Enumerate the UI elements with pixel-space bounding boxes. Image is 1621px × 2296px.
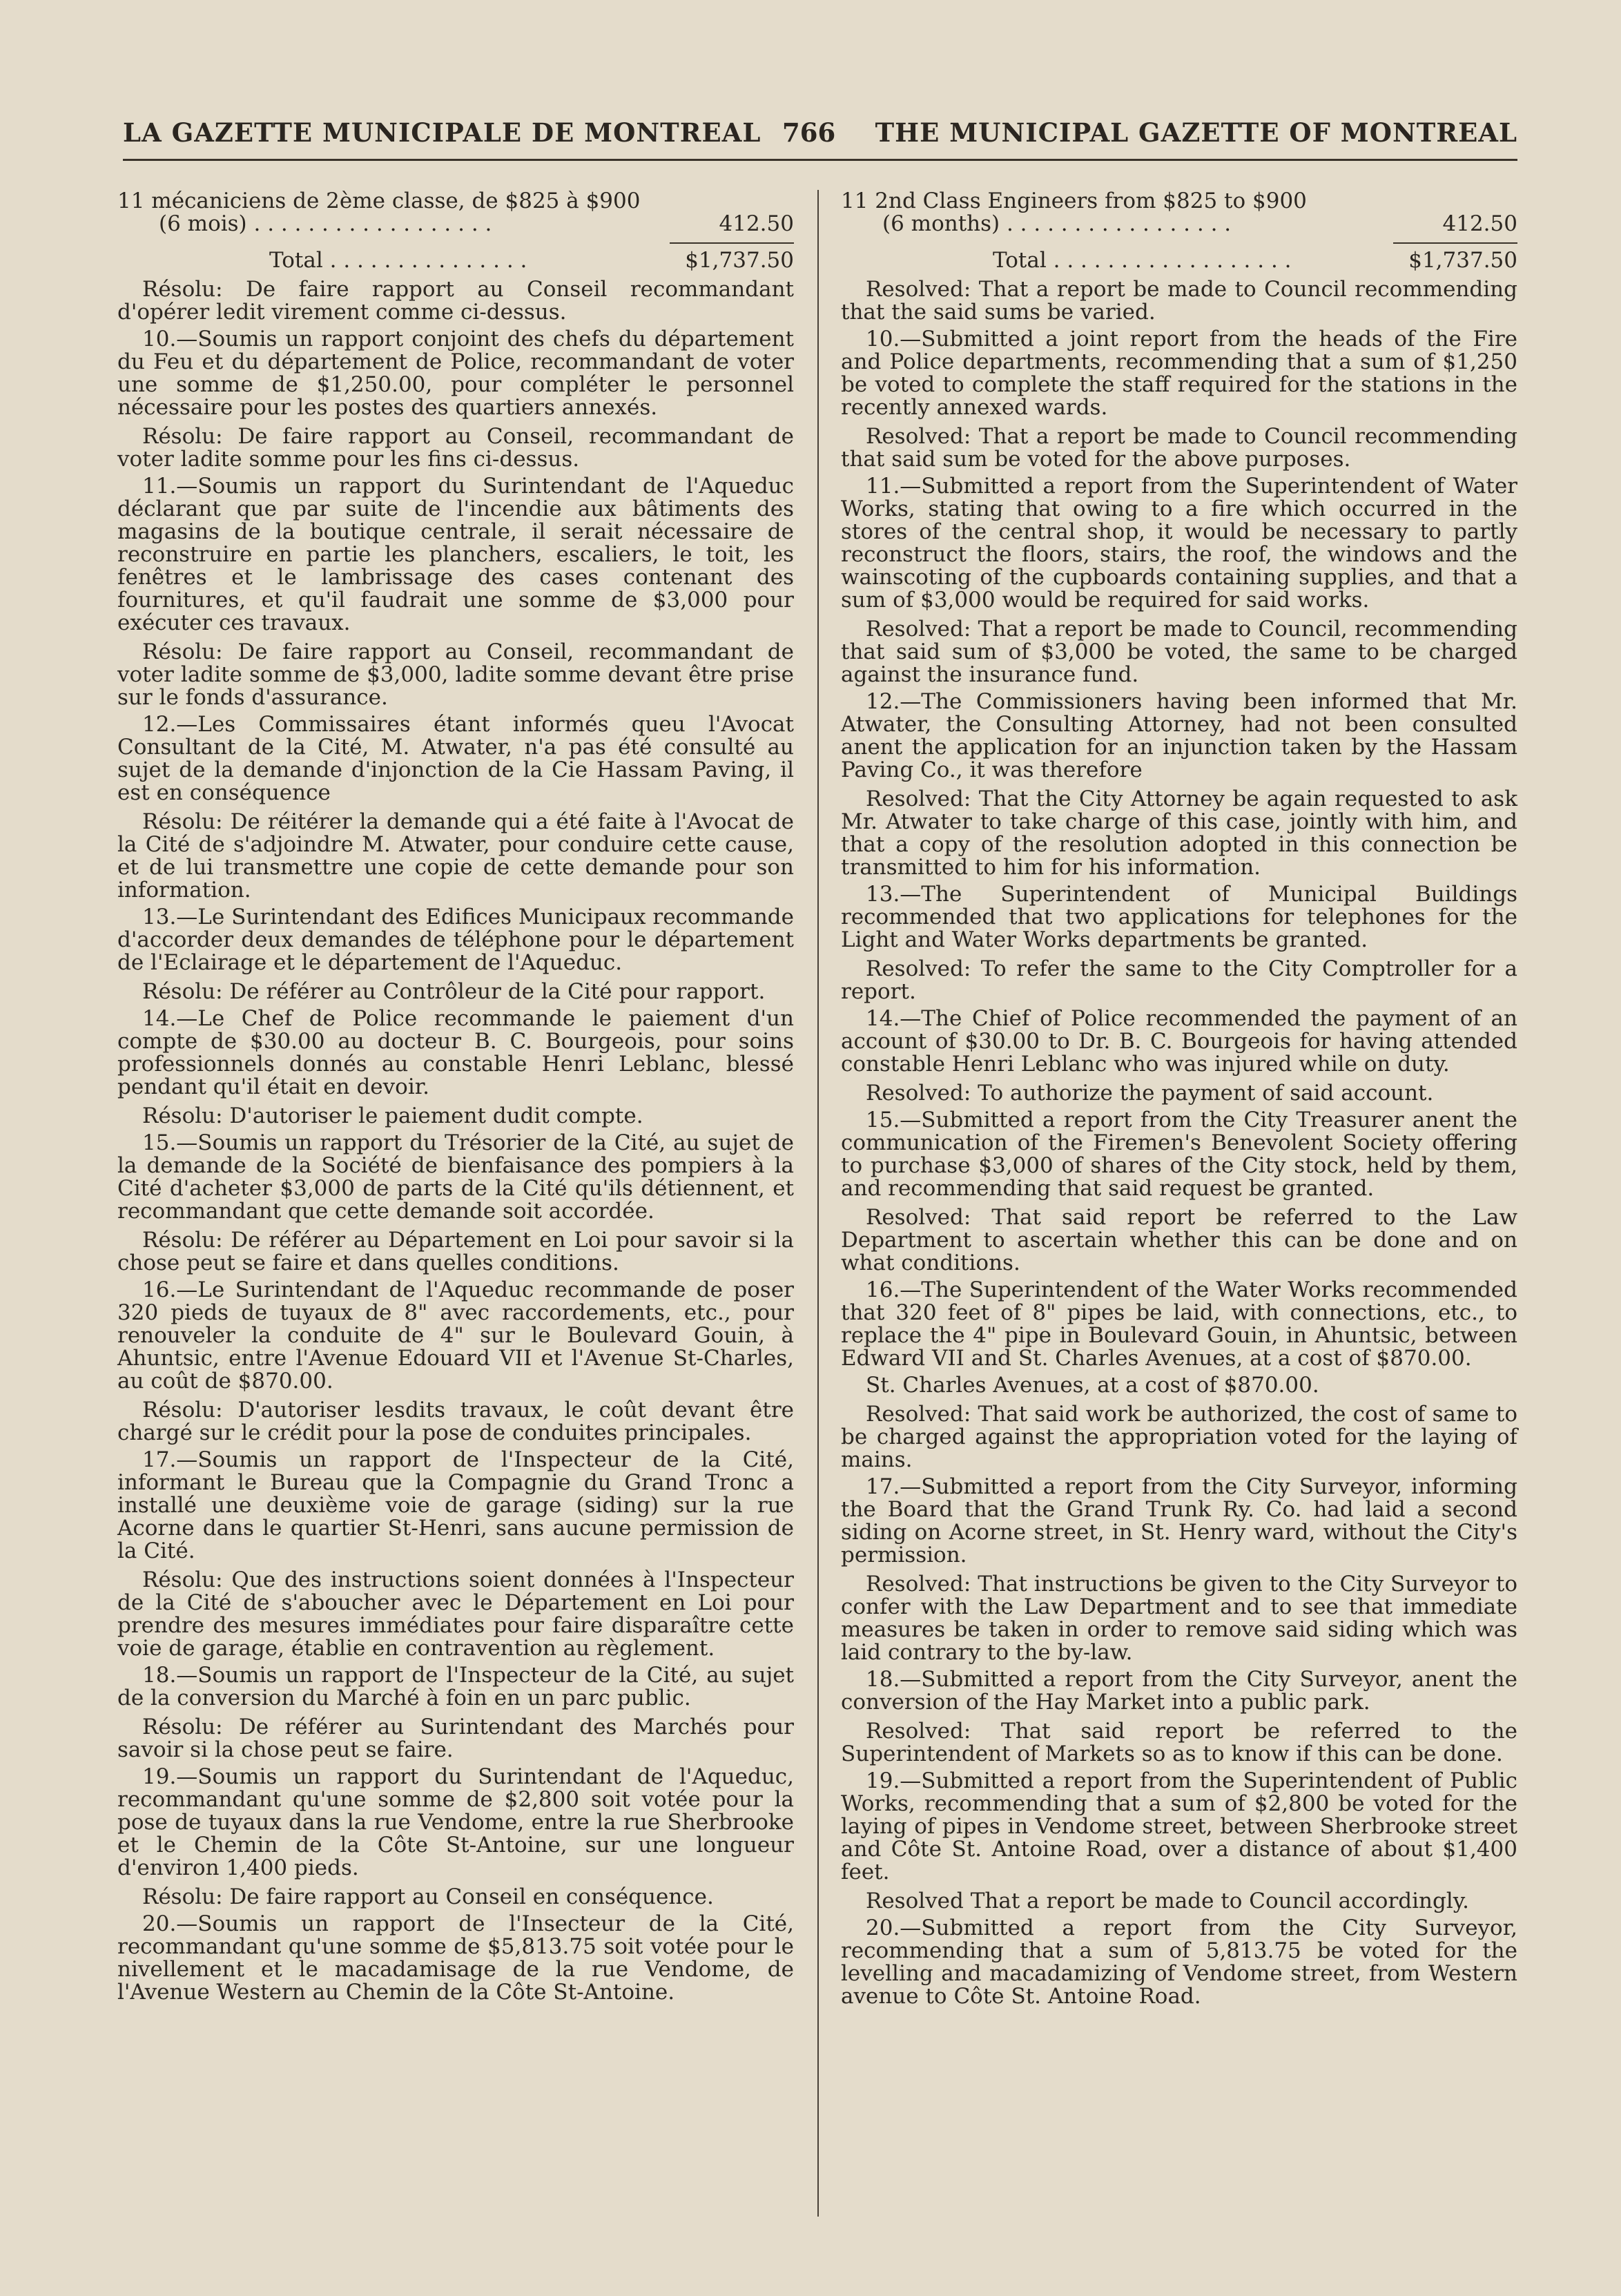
resolution-paragraph: Résolu: De référer au Contrôleur de la Cité pour rapport. bbox=[142, 979, 766, 1004]
total-line bbox=[841, 249, 1517, 272]
resolution-paragraph: Résolu: De faire rapport au Conseil recommandant d'opérer ledit virement comme ci-dessus. bbox=[117, 277, 794, 325]
budget-item-detail: (6 months) . . . . . . . . . . . . . . . . . bbox=[882, 211, 1232, 236]
resolution-paragraph: Résolu: De faire rapport au Conseil, recommandant de voter ladite somme de $3,000, ladite somme devant être prise sur le fonds d'assurance. bbox=[117, 639, 794, 710]
report-paragraph: 13.—Le Surintendant des Edifices Municipaux recommande d'accorder deux demandes de téléphone pour le département de l'Eclairage et le département de l'Aqueduc. bbox=[117, 905, 794, 975]
resolution-paragraph: Resolved: To refer the same to the City Comptroller for a report. bbox=[841, 956, 1517, 1004]
budget-item-amount: 412.50 bbox=[719, 211, 794, 236]
report-paragraph: 12.—The Commissioners having been informed that Mr. Atwater, the Consulting Attorney, had not been consulted anent the application for an injunction taken by the Hassam Paving Co., it was therefore bbox=[841, 689, 1517, 782]
resolution-paragraph: Resolved: That the City Attorney be again requested to ask Mr. Atwater to take charge of this case, jointly with him, and that a copy of the resolution adopted in this connection be transmitted to him for his information. bbox=[841, 787, 1517, 880]
total-amount: $1,737.50 bbox=[1408, 248, 1517, 273]
french-paragraphs bbox=[117, 278, 794, 2004]
resolution-paragraph: Résolu: Que des instructions soient données à l'Inspecteur de la Cité de s'aboucher avec le Département en Loi pour prendre des mesures immédiates pour faire disparaître cette voie de garage, établie en contravention au règlement. bbox=[117, 1567, 794, 1661]
column-divider bbox=[817, 190, 819, 2217]
total-label: Total . . . . . . . . . . . . . . . . . . bbox=[993, 248, 1292, 273]
report-paragraph: 19.—Soumis un rapport du Surintendant de l'Aqueduc, recommandant qu'une somme de $2,800 soit votée pour la pose de tuyaux dans la rue Vendome, entre la rue Sherbrooke et le Chemin de la Côte St-Antoine, sur une longueur d'environ 1,400 pieds. bbox=[117, 1764, 794, 1880]
report-paragraph: 17.—Submitted a report from the City Surveyor, informing the Board that the Grand Trunk Ry. Co. had laid a second siding on Acorne street, in St. Henry ward, without the City's permission. bbox=[841, 1474, 1517, 1567]
report-paragraph: 20.—Soumis un rapport de l'Insecteur de la Cité, recommandant qu'une somme de $5,813.75 soit votée pour le nivellement et le macadamisage de la rue Vendome, de l'Avenue Western au Chemin de la Côte St-Antoine. bbox=[117, 1911, 794, 2005]
resolution-paragraph: Résolu: D'autoriser lesdits travaux, le coût devant être chargé sur le crédit pour la pose de conduites principales. bbox=[117, 1398, 794, 1445]
header-title-fr: LA GAZETTE MUNICIPALE DE MONTREAL bbox=[123, 117, 761, 148]
total-rule bbox=[670, 242, 794, 244]
resolution-paragraph: Résolu: De référer au Département en Loi pour savoir si la chose peut se faire et dans quelles conditions. bbox=[117, 1228, 794, 1275]
resolution-paragraph: Resolved: That a report be made to Council, recommending that said sum of $3,000 be voted, the same to be charged against the insurance fund. bbox=[841, 617, 1517, 687]
budget-item-amount: 412.50 bbox=[1442, 211, 1517, 236]
resolution-paragraph: Resolved: That said report be referred to the Superintendent of Markets so as to know if this can be done. bbox=[841, 1719, 1517, 1766]
report-paragraph: 15.—Submitted a report from the City Treasurer anent the communication of the Firemen's Benevolent Society offering to purchase $3,000 of shares of the City stock, held by them, and recommending that said request be granted. bbox=[841, 1108, 1517, 1201]
resolution-paragraph: Resolved: That said work be authorized, the cost of same to be charged against the appropriation voted for the laying of mains. bbox=[841, 1402, 1517, 1472]
total-amount: $1,737.50 bbox=[685, 248, 794, 273]
resolution-paragraph: Resolved That a report be made to Council accordingly. bbox=[866, 1889, 1470, 1913]
resolution-paragraph: Résolu: De faire rapport au Conseil en conséquence. bbox=[142, 1884, 714, 1909]
report-paragraph: 14.—Le Chef de Police recommande le paiement d'un compte de $30.00 au docteur B. C. Bourgeois, pour soins professionnels donnés au constable Henri Leblanc, blessé pendant qu'il était en devoir. bbox=[117, 1006, 794, 1099]
resolution-paragraph: Résolu: De référer au Surintendant des Marchés pour savoir si la chose peut se faire. bbox=[117, 1715, 794, 1762]
report-paragraph: 19.—Submitted a report from the Superintendent of Public Works, recommending that a sum of $2,800 be voted for the laying of pipes in Vendome street, between Sherbrooke street and Côte St. Antoine Road, over a distance of about $1,400 feet. bbox=[841, 1768, 1517, 1884]
resolution-paragraph: Résolu: De faire rapport au Conseil, recommandant de voter ladite somme pour les fins ci-dessus. bbox=[117, 424, 794, 472]
total-rule bbox=[1393, 242, 1517, 244]
resolution-paragraph: Résolu: De réitérer la demande qui a été faite à l'Avocat de la Cité de s'adjoindre M. Atwater, pour conduire cette cause, et de lui transmettre une copie de cette demande pour son information. bbox=[117, 809, 794, 903]
budget-item-detail: (6 mois) . . . . . . . . . . . . . . . . . . bbox=[159, 211, 492, 236]
resolution-paragraph: Resolved: To authorize the payment of said account. bbox=[866, 1081, 1434, 1106]
page-number: 766 bbox=[782, 117, 836, 148]
report-paragraph: 17.—Soumis un rapport de l'Inspecteur de la Cité, informant le Bureau que la Compagnie du Grand Tronc a installé une deuxième voie de garage (siding) sur la rue Acorne dans le quartier St-Henri, sans aucune permission de la Cité. bbox=[117, 1447, 794, 1563]
resolution-paragraph: Resolved: That instructions be given to the City Surveyor to confer with the Law Department and to see that immediate measures be taken in order to remove said siding which was laid contrary to the by-law. bbox=[841, 1572, 1517, 1665]
report-paragraph: 16.—The Superintendent of the Water Works recommended that 320 feet of 8" pipes be laid, with connections, etc., to replace the 4" pipe in Boulevard Gouin, in Ahuntsic, between Edward VII and St. Charles Avenues, at a cost of $870.00. bbox=[841, 1277, 1517, 1371]
report-paragraph: 14.—The Chief of Police recommended the payment of an account of $30.00 to Dr. B. C. Bourgeois for having attended constable Henri Leblanc who was injured while on duty. bbox=[841, 1006, 1517, 1077]
report-paragraph: 13.—The Superintendent of Municipal Buildings recommended that two applications for telephones for the Light and Water Works departments be granted. bbox=[841, 882, 1517, 952]
header-rule bbox=[123, 159, 1517, 161]
report-paragraph: St. Charles Avenues, at a cost of $870.00. bbox=[866, 1373, 1319, 1398]
page-header bbox=[123, 117, 1517, 159]
report-paragraph: 12.—Les Commissaires étant informés queu l'Avocat Consultant de la Cité, M. Atwater, n'a pas été consulté au sujet de la demande d'injonction de la Cie Hassam Paving, il est en conséquence bbox=[117, 712, 794, 805]
resolution-paragraph: Resolved: That a report be made to Council recommending that said sum be voted for the above purposes. bbox=[841, 424, 1517, 472]
report-paragraph: 18.—Soumis un rapport de l'Inspecteur de la Cité, au sujet de la conversion du Marché à foin en un parc public. bbox=[117, 1663, 794, 1710]
report-paragraph: 20.—Submitted a report from the City Surveyor, recommending that a sum of 5,813.75 be voted for the levelling and macadamizing of Vendome street, from Western avenue to Côte St. Antoine Road. bbox=[841, 1916, 1517, 2009]
report-paragraph: 11.—Soumis un rapport du Surintendant de l'Aqueduc déclarant que par suite de l'incendie aux bâtiments des magasins de la boutique centrale, il serait nécessaire de reconstruire en partie les planchers, escaliers, le toit, les fenêtres et le lambrissage des cases contenant des fournitures, et qu'il faudrait une somme de $3,000 pour exécuter ces travaux. bbox=[117, 474, 794, 635]
english-paragraphs bbox=[841, 278, 1517, 2008]
report-paragraph: 10.—Soumis un rapport conjoint des chefs du département du Feu et du département de Police, recommandant de voter une somme de $1,250.00, pour compléter le personnel nécessaire pour les postes des quartiers annexés. bbox=[117, 327, 794, 420]
budget-item-line bbox=[117, 213, 794, 235]
report-paragraph: 11.—Submitted a report from the Superintendent of Water Works, stating that owing to a fire which occurred in the stores of the central shop, it would be necessary to partly reconstruct the floors, stairs, the roof, the windows and the wainscoting of the cupboards containing supplies, and that a sum of $3,000 would be required for said works. bbox=[841, 474, 1517, 612]
budget-item-line bbox=[841, 213, 1517, 235]
report-paragraph: 10.—Submitted a joint report from the heads of the Fire and Police departments, recommending that a sum of $1,250 be voted to complete the staff required for the stations in the recently annexed wards. bbox=[841, 327, 1517, 420]
english-column bbox=[841, 190, 1517, 2008]
report-paragraph: 16.—Le Surintendant de l'Aqueduc recommande de poser 320 pieds de tuyaux de 8" avec raccordements, etc., pour renouveler la conduite de 4" sur le Boulevard Gouin, à Ahuntsic, entre l'Avenue Edouard VII et l'Avenue St-Charles, au coût de $870.00. bbox=[117, 1277, 794, 1393]
resolution-paragraph: Résolu: D'autoriser le paiement dudit compte. bbox=[142, 1103, 643, 1128]
header-title-en: THE MUNICIPAL GAZETTE OF MONTREAL bbox=[875, 117, 1517, 148]
resolution-paragraph: Resolved: That a report be made to Council recommending that the said sums be varied. bbox=[841, 277, 1517, 325]
total-line bbox=[117, 249, 794, 272]
budget-item-line: 11 mécaniciens de 2ème classe, de $825 à $900 bbox=[117, 189, 641, 213]
budget-item-line: 11 2nd Class Engineers from $825 to $900 bbox=[841, 189, 1307, 213]
report-paragraph: 15.—Soumis un rapport du Trésorier de la Cité, au sujet de la demande de la Société de bienfaisance des pompiers à la Cité d'acheter $3,000 de parts de la Cité qu'ils détiennent, et recommandant que cette demande soit accordée. bbox=[117, 1130, 794, 1224]
french-column bbox=[117, 190, 794, 2004]
total-label: Total . . . . . . . . . . . . . . . bbox=[269, 248, 527, 273]
report-paragraph: 18.—Submitted a report from the City Surveyor, anent the conversion of the Hay Market into a public park. bbox=[841, 1667, 1517, 1715]
resolution-paragraph: Resolved: That said report be referred to the Law Department to ascertain whether this can be done and on what conditions. bbox=[841, 1205, 1517, 1275]
